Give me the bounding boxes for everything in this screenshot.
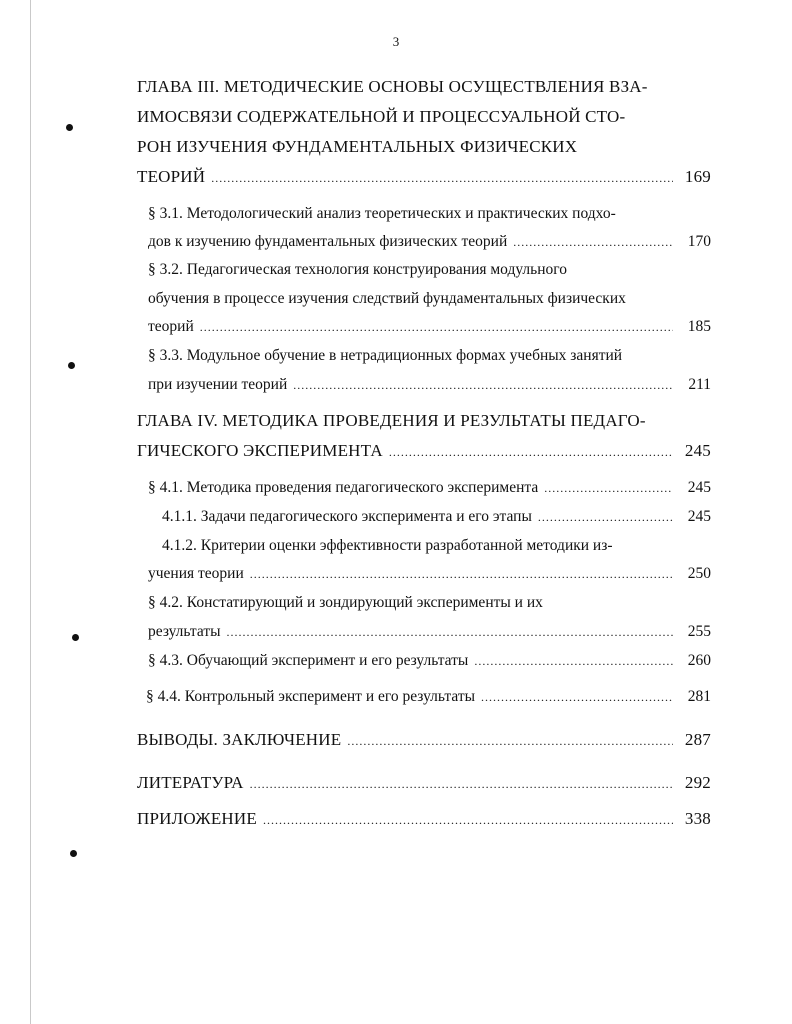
dot-leader	[263, 809, 673, 831]
toc-section-3-2-entry	[148, 316, 711, 338]
toc-page-number: 245	[687, 479, 711, 496]
dot-leader	[211, 167, 673, 189]
page-number: 3	[392, 34, 400, 49]
toc-section-3-1-entry	[148, 231, 711, 253]
toc-section-3-2-line	[148, 288, 711, 310]
toc-subsection-4-1-2-line	[162, 535, 711, 557]
toc-text: § 4.4. Контрольный эксперимент и его результаты	[146, 688, 476, 705]
binding-hole-dot	[66, 124, 73, 131]
toc-conclusions-entry	[137, 729, 711, 751]
toc-section-4-1-entry	[148, 477, 711, 499]
toc-subsection-4-1-2-entry	[148, 563, 711, 585]
toc-text: ПРИЛОЖЕНИЕ	[137, 809, 257, 828]
toc-page-number: 292	[684, 773, 711, 792]
toc-section-4-4-entry	[146, 686, 711, 708]
toc-section-3-3-line	[148, 345, 711, 367]
toc-page-number: 211	[688, 376, 711, 393]
dot-leader	[481, 686, 673, 708]
binding-hole-dot	[70, 850, 77, 857]
toc-chapter-3-line	[137, 76, 711, 98]
toc-chapter-3-line	[137, 136, 711, 158]
toc-chapter-3-entry	[137, 166, 711, 188]
toc-page-number: 245	[687, 508, 711, 525]
dot-leader	[200, 316, 673, 338]
toc-page-number: 185	[687, 318, 711, 335]
toc-text: § 3.2. Педагогическая технология конструирования модульного	[148, 261, 568, 278]
toc-text: ГЛАВА IV. МЕТОДИКА ПРОВЕДЕНИЯ И РЕЗУЛЬТАТЫ ПЕДАГО-	[137, 411, 646, 430]
toc-section-3-2-line	[148, 259, 711, 281]
dot-leader	[293, 374, 673, 396]
toc-page-number: 287	[684, 730, 711, 749]
toc-text: ТЕОРИЙ	[137, 167, 206, 186]
toc-text: ИМОСВЯЗИ СОДЕРЖАТЕЛЬНОЙ И ПРОЦЕССУАЛЬНОЙ СТО-	[137, 107, 626, 126]
page-edge-line	[30, 0, 31, 1024]
toc-subsection-4-1-1-entry	[162, 506, 711, 528]
toc-text: теорий	[148, 318, 194, 335]
toc-text: дов к изучению фундаментальных физических теорий	[148, 233, 508, 250]
toc-page-number: 260	[687, 652, 711, 669]
toc-text: учения теории	[148, 565, 244, 582]
toc-page-number: 255	[687, 623, 711, 640]
toc-text: § 4.1. Методика проведения педагогического эксперимента	[148, 479, 539, 496]
toc-text: § 3.1. Методологический анализ теоретических и практических подхо-	[148, 205, 616, 222]
dot-leader	[347, 730, 673, 752]
toc-section-4-2-entry	[148, 621, 711, 643]
toc-text: 4.1.2. Критерии оценки эффективности разработанной методики из-	[162, 537, 613, 554]
toc-text: ВЫВОДЫ. ЗАКЛЮЧЕНИЕ	[137, 730, 342, 749]
dot-leader	[250, 773, 673, 795]
toc-text: 4.1.1. Задачи педагогического эксперимента и его этапы	[162, 508, 532, 525]
toc-text: обучения в процессе изучения следствий фундаментальных физических	[148, 290, 626, 307]
binding-hole-dot	[72, 634, 79, 641]
toc-chapter-4-line	[137, 410, 711, 432]
toc-section-4-3-entry	[148, 650, 711, 672]
toc-page-number: 281	[687, 688, 711, 705]
toc-page-number: 338	[684, 809, 711, 828]
binding-hole-dot	[68, 362, 75, 369]
toc-appendix-entry	[137, 808, 711, 830]
toc-page-number: 169	[684, 167, 711, 186]
toc-text: ГЛАВА III. МЕТОДИЧЕСКИЕ ОСНОВЫ ОСУЩЕСТВЛЕНИЯ ВЗА-	[137, 77, 648, 96]
toc-chapter-4-entry	[137, 440, 711, 462]
toc-literature-entry	[137, 772, 711, 794]
toc-section-4-2-line	[148, 592, 711, 614]
dot-leader	[227, 621, 673, 643]
toc-text: ЛИТЕРАТУРА	[137, 773, 244, 792]
dot-leader	[538, 506, 673, 528]
dot-leader	[513, 231, 673, 253]
toc-page-number: 170	[687, 233, 711, 250]
dot-leader	[544, 477, 673, 499]
toc-text: результаты	[148, 623, 221, 640]
toc-text: РОН ИЗУЧЕНИЯ ФУНДАМЕНТАЛЬНЫХ ФИЗИЧЕСКИХ	[137, 137, 578, 156]
toc-text: § 3.3. Модульное обучение в нетрадиционных формах учебных занятий	[148, 347, 623, 364]
dot-leader	[474, 650, 673, 672]
dot-leader	[389, 441, 673, 463]
toc-page-number: 250	[687, 565, 711, 582]
toc-section-3-1-line	[148, 203, 711, 225]
toc-text: § 4.2. Констатирующий и зондирующий эксперименты и их	[148, 594, 543, 611]
toc-text: § 4.3. Обучающий эксперимент и его результаты	[148, 652, 469, 669]
toc-page-number: 245	[684, 441, 711, 460]
toc-chapter-3-line	[137, 106, 711, 128]
toc-text: при изучении теорий	[148, 376, 288, 393]
toc-section-3-3-entry	[148, 374, 711, 396]
dot-leader	[250, 563, 673, 585]
toc-text: ГИЧЕСКОГО ЭКСПЕРИМЕНТА	[137, 441, 383, 460]
